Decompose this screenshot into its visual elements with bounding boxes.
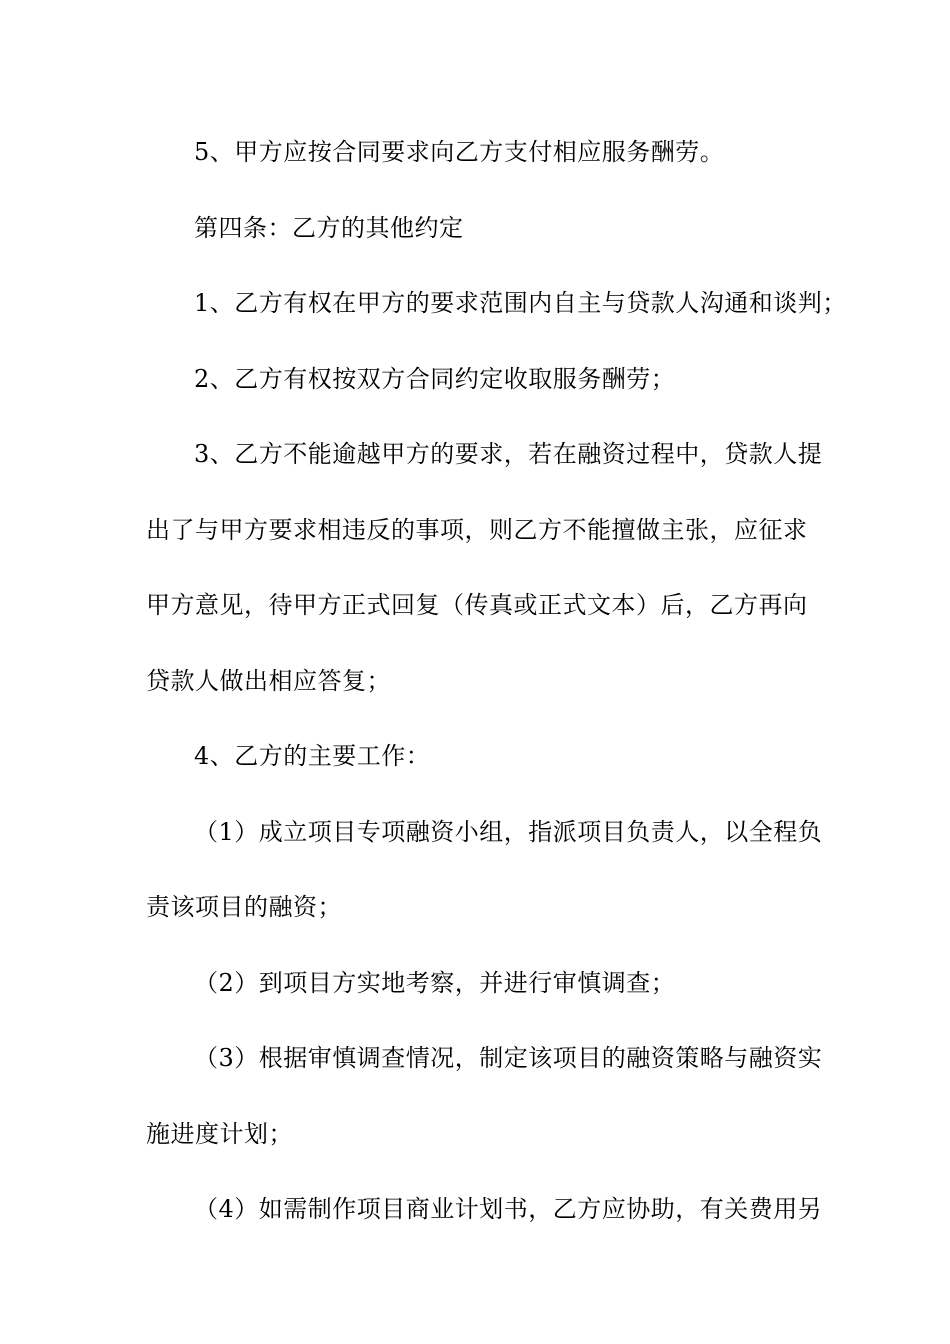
item-3-line-2: 施进度计划； xyxy=(146,1119,293,1148)
item-4-line-1: （4）如需制作项目商业计划书，乙方应协助，有关费用另 xyxy=(194,1195,823,1223)
item-2: （2）到项目方实地考察，并进行审慎调查； xyxy=(194,968,676,997)
document-body xyxy=(146,127,847,1260)
clause-1-negotiation: 1、乙方有权在甲方的要求范围内自主与贷款人沟通和谈判； xyxy=(194,289,847,317)
clause-4-heading: 4、乙方的主要工作： xyxy=(194,742,431,770)
item-1-line-2: 责该项目的融资； xyxy=(146,893,342,921)
clause-3-line-3: 甲方意见，待甲方正式回复（传真或正式文本）后，乙方再向 xyxy=(146,591,808,619)
clause-3-line-1: 3、乙方不能逾越甲方的要求，若在融资过程中，贷款人提 xyxy=(194,440,823,468)
clause-3-line-2: 出了与甲方要求相违反的事项，则乙方不能擅做主张，应征求 xyxy=(146,515,808,544)
clause-5-payment: 5、甲方应按合同要求向乙方支付相应服务酬劳。 xyxy=(194,138,725,166)
clause-3-line-4: 贷款人做出相应答复； xyxy=(146,666,391,695)
article-4-heading: 第四条：乙方的其他约定 xyxy=(194,213,464,242)
clause-2-fee: 2、乙方有权按双方合同约定收取服务酬劳； xyxy=(194,364,676,393)
item-1-line-1: （1）成立项目专项融资小组，指派项目负责人，以全程负 xyxy=(194,817,823,846)
item-3-line-1: （3）根据审慎调查情况，制定该项目的融资策略与融资实 xyxy=(194,1044,823,1072)
